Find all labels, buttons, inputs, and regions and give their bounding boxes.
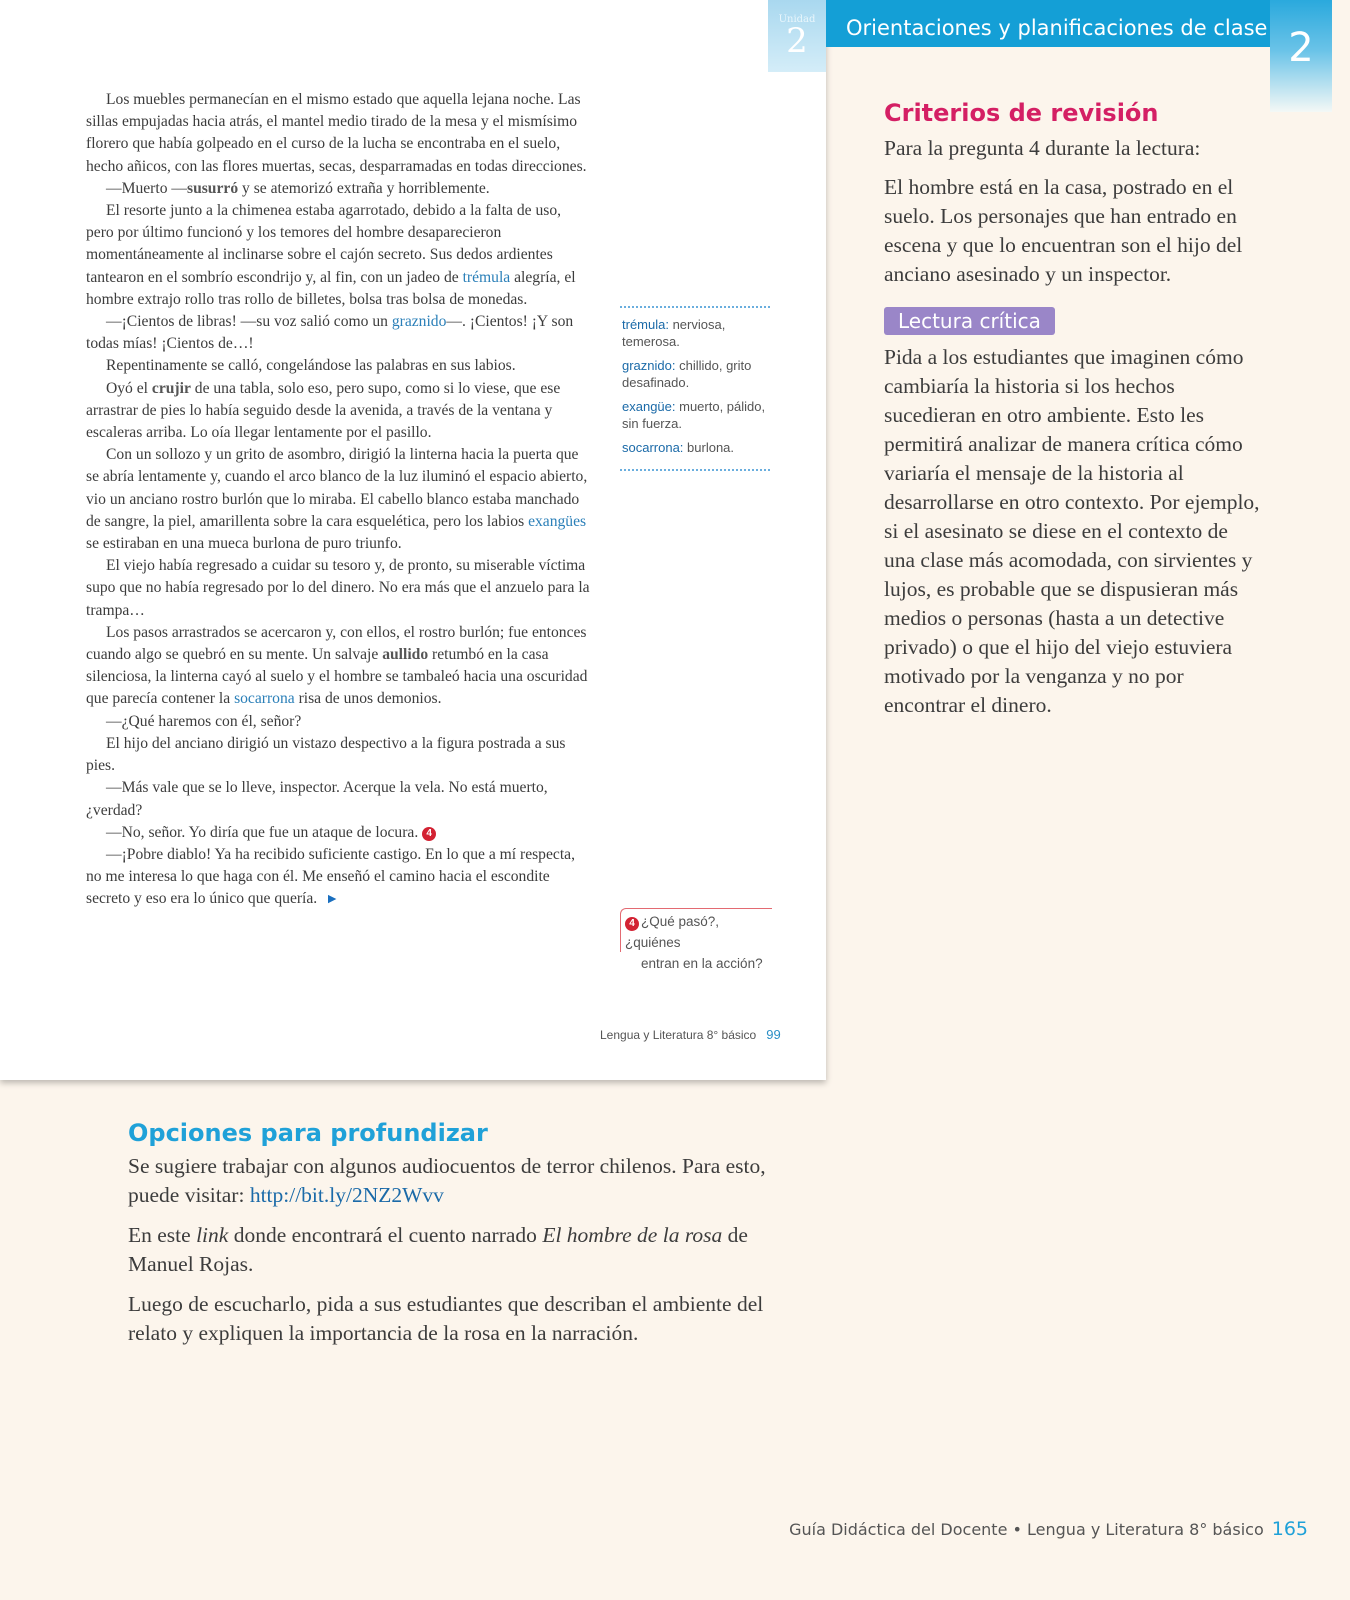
vocab-word-exangues: exangües: [528, 512, 587, 530]
audiocuentos-link[interactable]: http://bit.ly/2NZ2Wvv: [249, 1183, 444, 1207]
story-paragraph: Repentinamente se calló, congelándose las palabras en sus labios.: [106, 357, 516, 375]
story-paragraph: El viejo había regresado a cuidar su tesoro y, de pronto, su miserable víctima supo que no había regresado por lo del dinero. No era más que el anzuelo para la trampa…: [86, 557, 590, 619]
guide-header: [826, 0, 1270, 47]
question-line-1: ¿Qué pasó?, ¿quiénes: [625, 914, 720, 950]
unit-tab: [768, 0, 826, 72]
glossary-term: graznido:: [622, 358, 676, 373]
story-paragraph: Oyó el crujir de una tabla, solo eso, pero supo, como si lo viese, que ese arrastrar de pies lo había seguido desde la avenida, a través de la ventana y escaleras arriba. Lo oía llegar lentamente por el pasillo.: [86, 379, 561, 442]
glossary-entry: [622, 398, 770, 432]
glossary-term: trémula:: [622, 317, 669, 332]
story-paragraph: Los muebles permanecían en el mismo estado que aquella lejana noche. Las sillas empujadas hacia atrás, el mantel medio tirado de la mesa y el mismísimo florero que había golpeado en el curso de la lucha se encontraba en el suelo, hecho añicos, con las flores muertas, secas, desparramadas en todas direcciones.: [86, 91, 587, 175]
story-text: [86, 89, 591, 912]
vocab-word-tremula: trémula: [462, 268, 511, 286]
glossary-definition: muerto, pálido, sin fuerza.: [622, 399, 766, 431]
story-paragraph: El resorte junto a la chimenea estaba agarrotado, debido a la falta de uso, pero por último funcionó y los temores del hombre desaparecieron momentáneamente al inclinarse sobre el cajón secreto. Sus dedos ardientes tantearon en el sombrío escondrijo y, al fin, con un jadeo de trémula alegría, el hombre extrajo rollo tras rollo de billetes, bolsa tras bolsa de monedas.: [86, 202, 576, 308]
story-paragraph: Con un sollozo y un grito de asombro, dirigió la linterna hacia la puerta que se abría lentamente y, cuando el arco blanco de la luz iluminó el espacio abierto, vio un anciano rostro burlón que lo miraba. El cabello blanco estaba manchado de sangre, la piel, amarillenta sobre la cara esquelética, pero los labios exangües se estiraban en una mueca burlona de puro triunfo.: [86, 446, 588, 553]
deepen-paragraph-1: Se sugiere trabajar con algunos audiocuentos de terror chilenos. Para esto, puede visitar: http://bit.ly/2NZ2Wvv: [128, 1154, 766, 1207]
unit-corner-tab: [1270, 0, 1332, 112]
question-box: [620, 908, 772, 971]
deepen-heading: Opciones para profundizar: [128, 1119, 488, 1147]
guide-right-column: [884, 96, 1264, 720]
italic-link-word: link: [196, 1223, 229, 1247]
deepen-paragraph-3: Luego de escucharlo, pida a sus estudiantes que describan el ambiente del relato y expliquen la importancia de la rosa en la narración.: [128, 1292, 764, 1345]
glossary-term: socarrona:: [622, 440, 684, 455]
story-paragraph: —¡Cientos de libras! —su voz salió como un graznido—. ¡Cientos! ¡Y son todas mías! ¡Cientos de…!: [86, 313, 574, 353]
question-line-2: entran en la acción?: [641, 956, 763, 971]
critical-reading-text: Pida a los estudiantes que imaginen cómo cambiaría la historia si los hechos sucedieran en otro ambiente. Esto les permitirá analizar de manera crítica cómo variaría el mensaje de la historia al desarrollarse en otro contexto. Por ejemplo, si el asesinato se diese en el contexto de una clase más acomodada, con sirvientes y lujos, es probable que se dispusieran más medios o personas (hasta a un detective privado) o que el hijo del viejo estuviera motivado por la venganza y no por encontrar el dinero.: [884, 345, 1260, 717]
student-footer-text: Lengua y Literatura 8° básico: [600, 1028, 757, 1042]
glossary-box: [620, 306, 770, 471]
story-title: El hombre de la rosa: [542, 1223, 723, 1247]
critical-reading-label: Lectura crítica: [884, 307, 1055, 335]
vocab-word-socarrona: socarrona: [234, 690, 295, 708]
student-page: [0, 0, 826, 1080]
criteria-answer: El hombre está en la casa, postrado en el suelo. Los personajes que han entrado en escena y que lo encuentran son el hijo del anciano asesinado y un inspector.: [884, 175, 1243, 286]
glossary-definition: chillido, grito desafinado.: [622, 358, 752, 390]
question-marker-badge: 4: [422, 827, 436, 841]
guide-header-title: Orientaciones y planificaciones de clase: [846, 16, 1268, 40]
glossary-definition: nerviosa, temerosa.: [622, 317, 726, 349]
story-paragraph: Los pasos arrastrados se acercaron y, con ellos, el rostro burlón; fue entonces cuando algo se quebró en su mente. Un salvaje aullido retumbó en la casa silenciosa, la linterna cayó al suelo y el hombre se tambaleó hacia una oscuridad que parecía contener la socarrona risa de unos demonios.: [86, 623, 588, 708]
question-number-badge: 4: [625, 917, 639, 931]
story-paragraph: —No, señor. Yo diría que fue un ataque de locura. 4: [86, 822, 591, 844]
deepen-paragraph-2: En este link donde encontrará el cuento narrado El hombre de la rosa de Manuel Rojas.: [128, 1223, 748, 1276]
story-paragraph: El hijo del anciano dirigió un vistazo despectivo a la figura postrada a sus pies.: [86, 734, 566, 775]
unit-tab-label: Unidad: [778, 14, 816, 25]
glossary-definition: burlona.: [683, 440, 735, 455]
bold-word: aullido: [382, 646, 429, 664]
story-paragraph: —¿Qué haremos con él, señor?: [106, 712, 302, 730]
story-paragraph: —Muerto —susurró y se atemorizó extraña y horriblemente.: [106, 179, 490, 197]
glossary-entry: [622, 316, 770, 350]
guide-footer-text: Guía Didáctica del Docente • Lengua y Literatura 8° básico: [789, 1520, 1264, 1539]
bold-word: crujir: [151, 379, 191, 397]
glossary-entry: [622, 439, 770, 456]
vocab-word-graznido: graznido: [391, 313, 447, 331]
criteria-heading: Criterios de revisión: [884, 99, 1159, 127]
guide-footer: [789, 1518, 1308, 1540]
continue-arrow-icon: ►: [325, 892, 340, 908]
bold-word: susurró: [187, 179, 239, 197]
student-page-footer: [600, 1027, 781, 1042]
story-paragraph: —Más vale que se lo lleve, inspector. Acerque la vela. No está muerto, ¿verdad?: [86, 779, 548, 819]
criteria-intro: Para la pregunta 4 durante la lectura:: [884, 136, 1201, 160]
unit-corner-number: 2: [1288, 25, 1314, 71]
deepen-section: [128, 1116, 808, 1359]
glossary-entry: [622, 357, 770, 391]
glossary-term: exangüe:: [622, 399, 676, 414]
story-paragraph: —¡Pobre diablo! Ya ha recibido suficiente castigo. En lo que a mí respecta, no me interesa lo que haga con él. Me enseñó el camino hacia el escondite secreto y eso era lo único que quería. ►: [86, 845, 575, 908]
student-page-number: 99: [766, 1027, 781, 1042]
guide-page-number: 165: [1271, 1518, 1308, 1540]
unit-tab-number: 2: [786, 21, 808, 61]
